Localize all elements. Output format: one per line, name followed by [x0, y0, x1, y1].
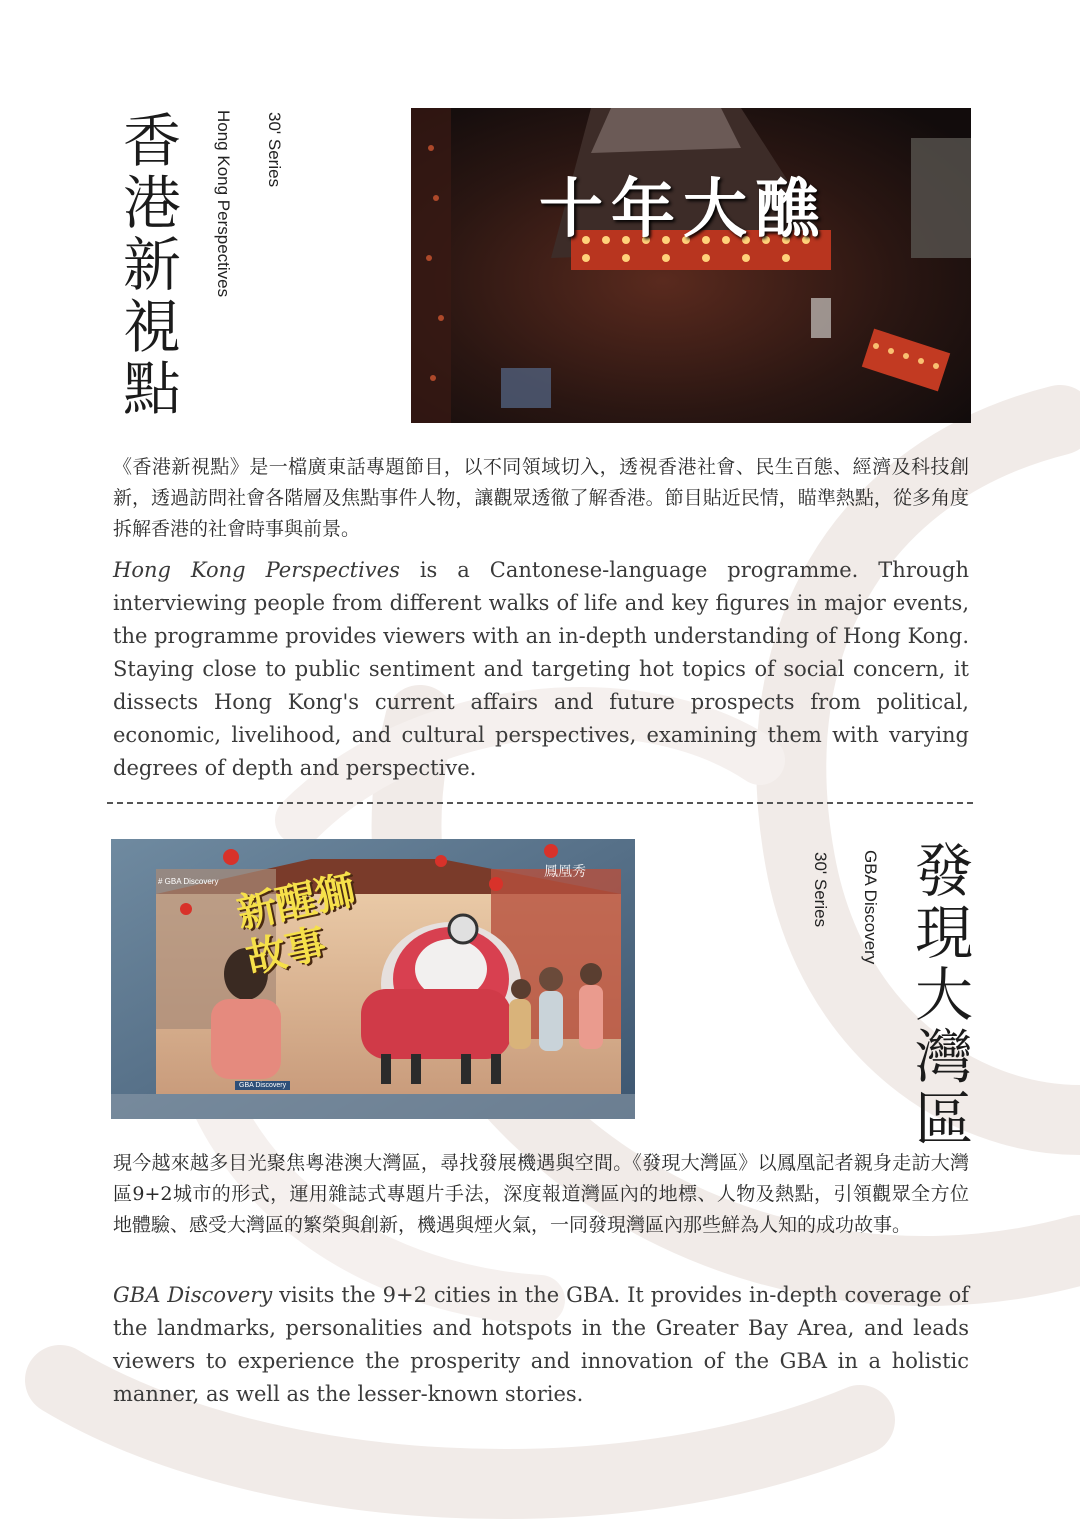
section2-description-en-body: visits the 9+2 cities in the GBA. It provides in-depth coverage of the landmarks, personalities and hotspots in the Greater Bay Area, and leads viewers to experience the prosperity and innovation of the GBA in a holistic manner, as well as the lesser-known stories. [113, 1283, 969, 1406]
section2-image-tag: # GBA Discovery [158, 877, 219, 886]
section2-image-badge: GBA Discovery [235, 1081, 290, 1090]
section1-photo [411, 108, 971, 423]
section2-image-caption: 新醒獅故事 [232, 866, 360, 983]
section1-title-zh: 香港新視點 [113, 110, 181, 420]
section2-series-label: 30' Series [811, 852, 830, 928]
section2-title-zh: 發現大灣區 [905, 840, 973, 1150]
section-divider [107, 802, 973, 804]
section2-photo [111, 839, 635, 1119]
section1-programme-name: Hong Kong Perspectives [113, 558, 400, 582]
section2-description-en [113, 1279, 969, 1411]
section1-description-zh: 《香港新視點》是一檔廣東話專題節目，以不同領域切入，透視香港社會、民生百態、經濟及科技創新，透過訪問社會各階層及焦點事件人物，讓觀眾透徹了解香港。節目貼近民情，瞄準熱點，從多角度拆解香港的社會時事與前景。 [113, 456, 969, 540]
section2-programme-name: GBA Discovery [113, 1283, 273, 1307]
section1-title-en: Hong Kong Perspectives [214, 110, 233, 298]
section2-description-zh: 現今越來越多目光聚焦粵港澳大灣區，尋找發展機遇與空間。《發現大灣區》以鳳凰記者親身走訪大灣區9+2城市的形式，運用雜誌式專題片手法，深度報道灣區內的地標、人物及熱點，引領觀眾全方位地體驗、感受大灣區的繁榮與創新，機遇與煙火氣，一同發現灣區內那些鮮為人知的成功故事。 [113, 1152, 969, 1236]
section1-description-en-body: is a Cantonese-language programme. Through interviewing people from different walks of life and key figures in major events, the programme provides viewers with an in-depth understanding of Hong Kong. Staying close to public sentiment and targeting hot topics of social concern, it dissects Hong Kong's current affairs and future prospects from political, economic, livelihood, and cultural perspectives, examining them with varying degrees of depth and perspective. [113, 558, 970, 780]
section2-title-en: GBA Discovery [861, 850, 880, 965]
section2-image-logo: 鳳凰秀 [544, 864, 586, 880]
section1-series-label: 30' Series [265, 112, 284, 188]
section1-description-en [113, 554, 969, 785]
section1-image-caption: 十年大醮 [539, 172, 827, 247]
